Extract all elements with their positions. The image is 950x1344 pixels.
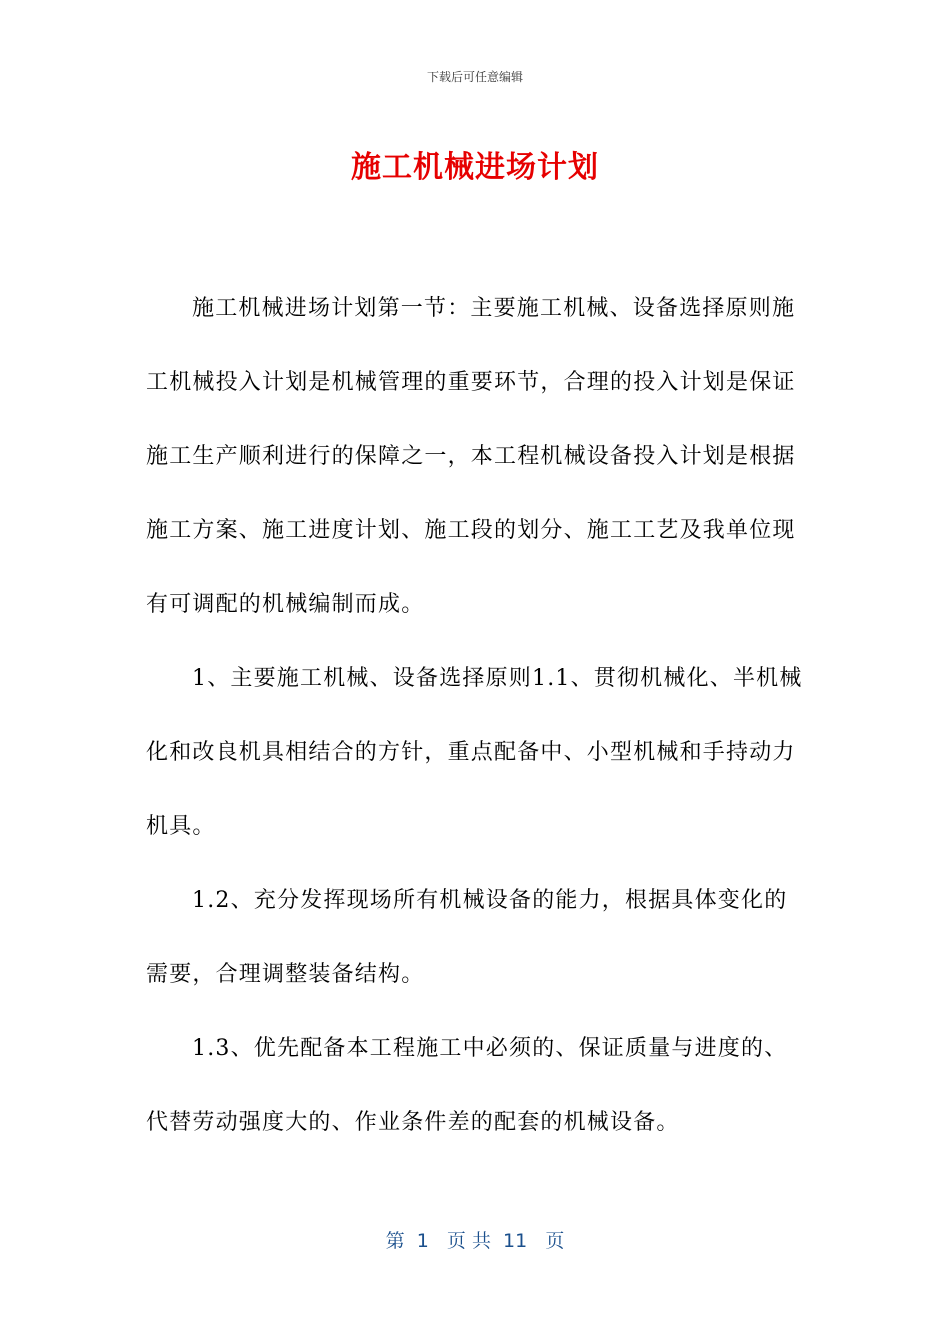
document-title: 施工机械进场计划 <box>351 150 599 185</box>
paragraph-1: 施工机械进场计划第一节：主要施工机械、设备选择原则施工机械投入计划是机械管理的重要环节，合理的投入计划是保证施工生产顺利进行的保障之一，本工程机械设备投入计划是根据施工方案、施工进度计划、施工段的划分、施工工艺及我单位现有可调配的机械编制而成。 <box>146 296 796 617</box>
document-body <box>146 272 806 1160</box>
paragraph-3: 1.2、充分发挥现场所有机械设备的能力，根据具体变化的需要，合理调整装备结构。 <box>146 888 788 987</box>
page-number-footer: 第 1 页 共 11 页 <box>385 1230 565 1252</box>
paragraph-2: 1、主要施工机械、设备选择原则1.1、贯彻机械化、半机械化和改良机具相结合的方针，重点配备中、小型机械和手持动力机具。 <box>146 666 803 839</box>
header-note: 下载后可任意编辑 <box>426 70 523 84</box>
paragraph-4: 1.3、优先配备本工程施工中必须的、保证质量与进度的、代替劳动强度大的、作业条件差的配套的机械设备。 <box>146 1036 788 1135</box>
